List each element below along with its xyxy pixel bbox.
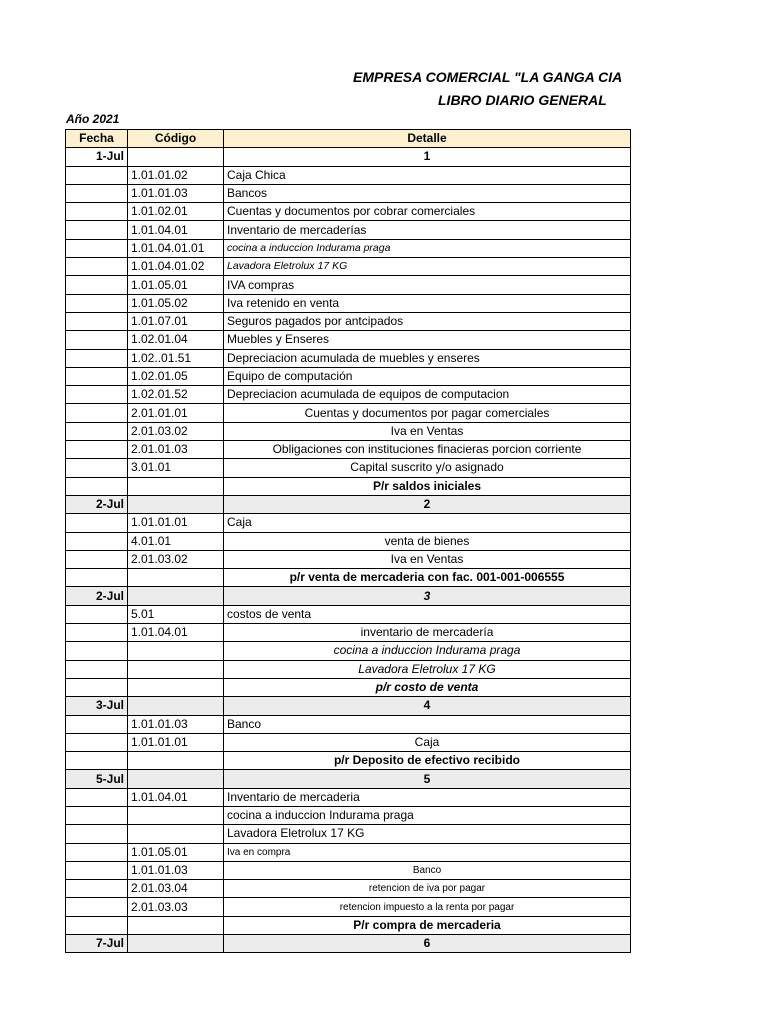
cell-detalle: Banco: [224, 861, 631, 879]
cell-codigo: [128, 569, 224, 587]
cell-codigo: [128, 148, 224, 166]
table-row: [66, 184, 631, 202]
table-row: [66, 806, 631, 824]
column-header-codigo: Código: [128, 130, 224, 148]
cell-fecha: [66, 514, 128, 532]
cell-codigo: 1.01.05.01: [128, 276, 224, 294]
column-header-fecha: Fecha: [66, 130, 128, 148]
cell-fecha: [66, 624, 128, 642]
cell-fecha: [66, 367, 128, 385]
cell-codigo: [128, 697, 224, 715]
cell-fecha: [66, 203, 128, 221]
table-row: [66, 203, 631, 221]
table-row: [66, 715, 631, 733]
cell-fecha: [66, 605, 128, 623]
table-row: [66, 935, 631, 953]
cell-fecha: [66, 642, 128, 660]
table-row: [66, 404, 631, 422]
cell-detalle: Iva en Ventas: [224, 550, 631, 568]
cell-codigo: 2.01.03.03: [128, 898, 224, 916]
table-row: [66, 166, 631, 184]
cell-detalle: Lavadora Eletrolux 17 KG: [224, 258, 631, 276]
table-row: [66, 331, 631, 349]
cell-codigo: 1.02.01.05: [128, 367, 224, 385]
cell-fecha: [66, 788, 128, 806]
cell-detalle: Depreciacion acumulada de muebles y enseres: [224, 349, 631, 367]
table-row: [66, 770, 631, 788]
cell-fecha: [66, 294, 128, 312]
cell-codigo: 4.01.01: [128, 532, 224, 550]
cell-detalle: Caja Chica: [224, 166, 631, 184]
cell-codigo: 1.01.04.01.02: [128, 258, 224, 276]
cell-fecha: [66, 441, 128, 459]
cell-codigo: [128, 935, 224, 953]
cell-detalle: p/r venta de mercaderia con fac. 001-001-006555: [224, 569, 631, 587]
year-label: Año 2021: [66, 112, 120, 126]
cell-codigo: [128, 642, 224, 660]
journal-body: [66, 148, 631, 953]
table-row: [66, 221, 631, 239]
table-row: [66, 605, 631, 623]
table-row: [66, 660, 631, 678]
cell-codigo: [128, 916, 224, 934]
cell-fecha: [66, 331, 128, 349]
table-row: [66, 441, 631, 459]
cell-fecha: [66, 349, 128, 367]
cell-detalle: Depreciacion acumulada de equipos de computacion: [224, 386, 631, 404]
cell-fecha: [66, 276, 128, 294]
cell-codigo: 2.01.03.04: [128, 880, 224, 898]
cell-fecha: [66, 880, 128, 898]
cell-detalle: retencion de iva por pagar: [224, 880, 631, 898]
cell-codigo: 1.01.05.01: [128, 843, 224, 861]
cell-fecha: [66, 715, 128, 733]
cell-codigo: 1.01.05.02: [128, 294, 224, 312]
cell-fecha: [66, 258, 128, 276]
table-row: [66, 898, 631, 916]
cell-fecha: [66, 843, 128, 861]
cell-fecha: [66, 660, 128, 678]
table-row: [66, 532, 631, 550]
cell-codigo: [128, 806, 224, 824]
cell-codigo: [128, 825, 224, 843]
cell-codigo: 2.01.01.03: [128, 441, 224, 459]
cell-fecha: [66, 404, 128, 422]
cell-detalle: Inventario de mercaderia: [224, 788, 631, 806]
cell-codigo: 1.01.01.03: [128, 715, 224, 733]
table-row: [66, 514, 631, 532]
cell-codigo: 1.01.02.01: [128, 203, 224, 221]
table-row: [66, 495, 631, 513]
table-row: [66, 258, 631, 276]
cell-detalle: cocina a induccion Indurama praga: [224, 239, 631, 257]
table-row: [66, 624, 631, 642]
cell-detalle: Seguros pagados por antcipados: [224, 312, 631, 330]
cell-detalle: Iva en Ventas: [224, 422, 631, 440]
cell-detalle: p/r Deposito de efectivo recibido: [224, 752, 631, 770]
cell-codigo: 2.01.03.02: [128, 422, 224, 440]
cell-detalle: Obligaciones con instituciones finacieras porcion corriente: [224, 441, 631, 459]
cell-detalle: 2: [224, 495, 631, 513]
cell-codigo: 1.01.01.03: [128, 184, 224, 202]
cell-fecha: [66, 312, 128, 330]
cell-detalle: venta de bienes: [224, 532, 631, 550]
company-title: EMPRESA COMERCIAL "LA GANGA CIA: [353, 69, 623, 85]
table-row: [66, 788, 631, 806]
cell-codigo: 1.01.04.01: [128, 788, 224, 806]
cell-detalle: Caja: [224, 733, 631, 751]
cell-fecha: [66, 825, 128, 843]
column-header-detalle: Detalle: [224, 130, 631, 148]
cell-codigo: [128, 587, 224, 605]
cell-fecha: [66, 422, 128, 440]
cell-codigo: 2.01.03.02: [128, 550, 224, 568]
cell-detalle: inventario de mercadería: [224, 624, 631, 642]
table-row: [66, 825, 631, 843]
cell-codigo: [128, 477, 224, 495]
cell-codigo: 1.01.01.02: [128, 166, 224, 184]
cell-detalle: cocina a induccion Indurama praga: [224, 642, 631, 660]
cell-codigo: [128, 752, 224, 770]
cell-fecha: 2-Jul: [66, 495, 128, 513]
cell-codigo: [128, 770, 224, 788]
table-row: [66, 550, 631, 568]
cell-fecha: [66, 221, 128, 239]
cell-detalle: cocina a induccion Indurama praga: [224, 806, 631, 824]
cell-codigo: 1.01.04.01: [128, 624, 224, 642]
cell-fecha: [66, 678, 128, 696]
cell-detalle: Lavadora Eletrolux 17 KG: [224, 825, 631, 843]
table-row: [66, 733, 631, 751]
cell-codigo: 1.01.01.01: [128, 733, 224, 751]
cell-fecha: 7-Jul: [66, 935, 128, 953]
cell-codigo: 1.01.01.01: [128, 514, 224, 532]
cell-codigo: [128, 660, 224, 678]
table-row: [66, 349, 631, 367]
cell-fecha: [66, 532, 128, 550]
table-row: [66, 294, 631, 312]
cell-fecha: [66, 386, 128, 404]
cell-fecha: [66, 166, 128, 184]
cell-detalle: Banco: [224, 715, 631, 733]
cell-codigo: 1.02..01.51: [128, 349, 224, 367]
table-row: [66, 422, 631, 440]
cell-detalle: IVA compras: [224, 276, 631, 294]
cell-codigo: 2.01.01.01: [128, 404, 224, 422]
table-row: [66, 148, 631, 166]
table-row: [66, 642, 631, 660]
cell-codigo: 3.01.01: [128, 459, 224, 477]
cell-fecha: 3-Jul: [66, 697, 128, 715]
cell-fecha: [66, 459, 128, 477]
header-row: [66, 130, 631, 148]
cell-fecha: [66, 239, 128, 257]
cell-fecha: [66, 733, 128, 751]
cell-detalle: Cuentas y documentos por cobrar comerciales: [224, 203, 631, 221]
table-row: [66, 239, 631, 257]
cell-detalle: Cuentas y documentos por pagar comerciales: [224, 404, 631, 422]
table-row: [66, 569, 631, 587]
cell-detalle: 6: [224, 935, 631, 953]
cell-fecha: [66, 184, 128, 202]
cell-detalle: 5: [224, 770, 631, 788]
cell-fecha: [66, 916, 128, 934]
cell-detalle: Lavadora Eletrolux 17 KG: [224, 660, 631, 678]
cell-fecha: [66, 861, 128, 879]
cell-codigo: [128, 495, 224, 513]
cell-detalle: 1: [224, 148, 631, 166]
cell-detalle: costos de venta: [224, 605, 631, 623]
cell-detalle: Caja: [224, 514, 631, 532]
cell-detalle: Iva en compra: [224, 843, 631, 861]
cell-codigo: 1.01.04.01.01: [128, 239, 224, 257]
cell-detalle: p/r costo de venta: [224, 678, 631, 696]
table-row: [66, 678, 631, 696]
cell-codigo: 1.02.01.04: [128, 331, 224, 349]
table-row: [66, 843, 631, 861]
cell-fecha: [66, 569, 128, 587]
cell-detalle: retencion impuesto a la renta por pagar: [224, 898, 631, 916]
table-row: [66, 587, 631, 605]
cell-fecha: 1-Jul: [66, 148, 128, 166]
cell-detalle: 4: [224, 697, 631, 715]
table-row: [66, 386, 631, 404]
cell-fecha: [66, 806, 128, 824]
table-row: [66, 697, 631, 715]
cell-fecha: 2-Jul: [66, 587, 128, 605]
table-row: [66, 861, 631, 879]
cell-codigo: 1.01.01.03: [128, 861, 224, 879]
table-row: [66, 459, 631, 477]
cell-codigo: 1.01.07.01: [128, 312, 224, 330]
cell-detalle: Equipo de computación: [224, 367, 631, 385]
cell-codigo: [128, 678, 224, 696]
cell-detalle: Muebles y Enseres: [224, 331, 631, 349]
cell-codigo: 1.02.01.52: [128, 386, 224, 404]
cell-codigo: 1.01.04.01: [128, 221, 224, 239]
cell-detalle: P/r saldos iniciales: [224, 477, 631, 495]
cell-fecha: [66, 752, 128, 770]
book-title: LIBRO DIARIO GENERAL: [438, 92, 607, 108]
table-row: [66, 477, 631, 495]
cell-detalle: Inventario de mercaderías: [224, 221, 631, 239]
table-row: [66, 312, 631, 330]
journal-table: [65, 129, 631, 953]
cell-detalle: Capital suscrito y/o asignado: [224, 459, 631, 477]
table-row: [66, 752, 631, 770]
cell-detalle: Bancos: [224, 184, 631, 202]
table-row: [66, 276, 631, 294]
cell-codigo: 5.01: [128, 605, 224, 623]
cell-detalle: 3: [224, 587, 631, 605]
cell-detalle: Iva retenido en venta: [224, 294, 631, 312]
cell-fecha: [66, 477, 128, 495]
cell-fecha: [66, 550, 128, 568]
cell-fecha: 5-Jul: [66, 770, 128, 788]
table-row: [66, 916, 631, 934]
cell-fecha: [66, 898, 128, 916]
table-row: [66, 367, 631, 385]
cell-detalle: P/r compra de mercaderia: [224, 916, 631, 934]
table-row: [66, 880, 631, 898]
